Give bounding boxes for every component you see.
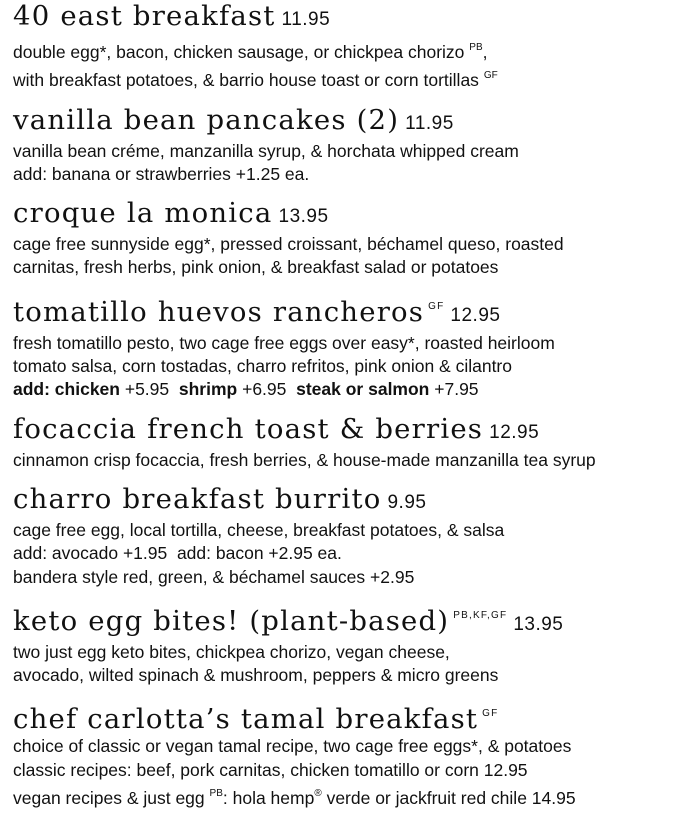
item-title: 40 east breakfast [13,0,276,32]
item-description-line: cage free sunnyside egg*, pressed croissant, béchamel queso, roasted [13,234,564,255]
diet-tag: PB [209,788,223,800]
item-title-row [13,291,700,332]
item-price: 12.95 [489,421,540,443]
menu-item-croque-la-monica [13,197,700,280]
item-title-row [13,0,700,36]
item-description-line: choice of classic or vegan tamal recipe, two cage free eggs*, & potatoes [13,736,572,757]
diet-tag: GF [482,708,499,720]
item-title: chef carlotta’s tamal breakfast [13,703,479,736]
item-description-line: tomato salsa, corn tostadas, charro refritos, pink onion & cilantro [13,356,512,377]
item-description-line: fresh tomatillo pesto, two cage free eggs over easy*, roasted heirloom [13,332,555,353]
item-title-row [13,483,700,519]
item-description-line [13,64,700,92]
item-price: 9.95 [387,491,427,513]
menu-item-focaccia-french-toast [13,413,700,472]
menu-item-vanilla-bean-pancakes [13,104,700,187]
item-title-row [13,197,700,233]
item-title: tomatillo huevos rancheros [13,295,425,328]
item-title: croque la monica [13,197,273,230]
diet-tag: GF [428,300,445,312]
description-text: verde or jackfruit red chile 14.95 [321,788,576,809]
item-price: 11.95 [405,112,454,134]
menu-item-tamal-breakfast [13,698,700,810]
addon-price: +7.95 [434,379,479,400]
item-description-line: carnitas, fresh herbs, pink onion, & breakfast salad or potatoes [13,257,499,278]
addon-label: steak or salmon [296,379,430,400]
menu-item-keto-egg-bites [13,600,700,688]
item-title-row [13,413,700,449]
description-text: with breakfast potatoes, & barrio house toast or corn tortillas [13,70,479,91]
item-price: 13.95 [513,613,564,635]
item-description-line: two just egg keto bites, chickpea chorizo, vegan cheese, [13,641,450,662]
diet-tag: PB,KF,GF [453,609,508,621]
item-addon-line [13,378,700,401]
item-addon-line: bandera style red, green, & béchamel sauces +2.95 [13,566,415,587]
item-title-row [13,104,700,140]
item-price: 12.95 [450,304,501,326]
item-price: 13.95 [278,206,329,228]
registered-mark: ® [314,788,322,800]
addon-price: +6.95 [242,379,287,400]
item-title: focaccia french toast & berries [13,412,484,445]
menu-item-tomatillo-huevos-rancheros [13,291,700,402]
item-description-line: vanilla bean créme, manzanilla syrup, & horchata whipped cream [13,140,519,161]
description-text: , [482,42,488,62]
item-price: 11.95 [281,9,331,30]
description-text: : hola hemp [222,788,315,809]
diet-tag: PB [469,42,483,53]
item-title: charro breakfast burrito [13,482,382,515]
item-addon-line: add: banana or strawberries +1.25 ea. [13,163,310,184]
item-addon-line: add: avocado +1.95 add: bacon +2.95 ea. [13,543,342,564]
item-title: vanilla bean pancakes (2) [13,103,400,136]
menu-item-40-east-breakfast [13,0,700,93]
item-description-line: cinnamon crisp focaccia, fresh berries, & house-made manzanilla tea syrup [13,449,596,470]
item-description-line: avocado, wilted spinach & mushroom, peppers & micro greens [13,665,499,686]
addon-price: +5.95 [124,379,170,400]
diet-tag: GF [483,70,498,82]
description-text: double egg*, bacon, chicken sausage, or chickpea chorizo [13,42,465,62]
item-title-row [13,698,700,735]
item-title-row [13,600,700,641]
item-description-line: cage free egg, local tortilla, cheese, breakfast potatoes, & salsa [13,519,505,540]
menu-item-charro-breakfast-burrito [13,483,700,589]
item-title: keto egg bites! (plant-based) [13,604,450,637]
addon-label: shrimp [178,379,238,400]
item-description-line [13,36,700,64]
addon-label: add: chicken [13,379,120,400]
item-description-line [13,782,700,810]
item-description-line: classic recipes: beef, pork carnitas, chicken tomatillo or corn 12.95 [13,759,528,780]
description-text: vegan recipes & just egg [13,788,205,809]
